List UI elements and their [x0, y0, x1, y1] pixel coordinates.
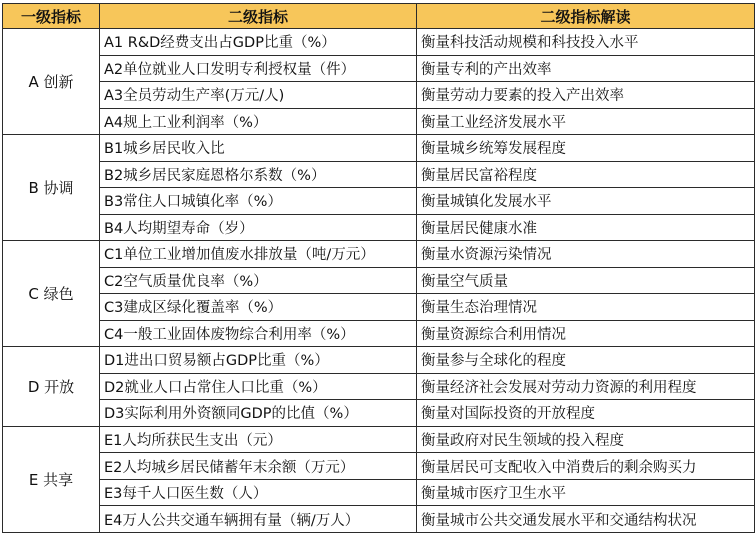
table-row [3, 320, 755, 347]
secondary-indicator-cell: D1进出口贸易额占GDP比重（%） [100, 347, 417, 374]
secondary-indicator-cell: A2单位就业人口发明专利授权量（件） [100, 55, 417, 82]
table-row [3, 29, 755, 56]
table-row [3, 82, 755, 109]
interpretation-cell: 衡量政府对民生领域的投入程度 [417, 426, 755, 453]
interpretation-cell: 衡量城市医疗卫生水平 [417, 479, 755, 506]
table-row [3, 267, 755, 294]
table-row [3, 294, 755, 321]
table-row [3, 479, 755, 506]
interpretation-cell: 衡量劳动力要素的投入产出效率 [417, 82, 755, 109]
table-row [3, 55, 755, 82]
interpretation-cell: 衡量工业经济发展水平 [417, 108, 755, 135]
secondary-indicator-cell: C1单位工业增加值废水排放量（吨/万元） [100, 241, 417, 268]
primary-indicator-cell: E 共享 [3, 426, 100, 532]
secondary-indicator-cell: C4一般工业固体废物综合利用率（%） [100, 320, 417, 347]
secondary-indicator-cell: A1 R&D经费支出占GDP比重（%） [100, 29, 417, 56]
table-row [3, 214, 755, 241]
interpretation-cell: 衡量居民健康水准 [417, 214, 755, 241]
table-row [3, 347, 755, 374]
secondary-indicator-cell: B4人均期望寿命（岁） [100, 214, 417, 241]
interpretation-cell: 衡量对国际投资的开放程度 [417, 400, 755, 427]
interpretation-cell: 衡量居民富裕程度 [417, 161, 755, 188]
secondary-indicator-cell: B3常住人口城镇化率（%） [100, 188, 417, 215]
primary-indicator-cell: C 绿色 [3, 241, 100, 347]
interpretation-cell: 衡量经济社会发展对劳动力资源的利用程度 [417, 373, 755, 400]
secondary-indicator-cell: A4规上工业利润率（%） [100, 108, 417, 135]
primary-indicator-cell: A 创新 [3, 29, 100, 135]
table-body [3, 29, 755, 533]
secondary-indicator-cell: D3实际利用外资额同GDP的比值（%） [100, 400, 417, 427]
table-row [3, 108, 755, 135]
primary-indicator-cell: D 开放 [3, 347, 100, 427]
secondary-indicator-cell: D2就业人口占常住人口比重（%） [100, 373, 417, 400]
secondary-indicator-cell: E4万人公共交通车辆拥有量（辆/万人） [100, 506, 417, 533]
table-row [3, 400, 755, 427]
interpretation-cell: 衡量参与全球化的程度 [417, 347, 755, 374]
interpretation-cell: 衡量空气质量 [417, 267, 755, 294]
interpretation-cell: 衡量城市公共交通发展水平和交通结构状况 [417, 506, 755, 533]
interpretation-cell: 衡量城乡统筹发展程度 [417, 135, 755, 162]
table-row [3, 426, 755, 453]
secondary-indicator-cell: B1城乡居民收入比 [100, 135, 417, 162]
secondary-indicator-cell: C3建成区绿化覆盖率（%） [100, 294, 417, 321]
indicator-table [2, 3, 755, 533]
header-primary: 一级指标 [3, 4, 100, 29]
interpretation-cell: 衡量居民可支配收入中消费后的剩余购买力 [417, 453, 755, 480]
table-row [3, 135, 755, 162]
table-row [3, 241, 755, 268]
secondary-indicator-cell: E3每千人口医生数（人） [100, 479, 417, 506]
table-row [3, 161, 755, 188]
secondary-indicator-cell: B2城乡居民家庭恩格尔系数（%） [100, 161, 417, 188]
interpretation-cell: 衡量科技活动规模和科技投入水平 [417, 29, 755, 56]
secondary-indicator-cell: E1人均所获民生支出（元） [100, 426, 417, 453]
interpretation-cell: 衡量水资源污染情况 [417, 241, 755, 268]
interpretation-cell: 衡量生态治理情况 [417, 294, 755, 321]
table-row [3, 373, 755, 400]
secondary-indicator-cell: C2空气质量优良率（%） [100, 267, 417, 294]
table-row [3, 506, 755, 533]
table-row [3, 188, 755, 215]
secondary-indicator-cell: E2人均城乡居民储蓄年末余额（万元） [100, 453, 417, 480]
header-interpretation: 二级指标解读 [417, 4, 755, 29]
header-secondary: 二级指标 [100, 4, 417, 29]
interpretation-cell: 衡量资源综合利用情况 [417, 320, 755, 347]
interpretation-cell: 衡量城镇化发展水平 [417, 188, 755, 215]
primary-indicator-cell: B 协调 [3, 135, 100, 241]
interpretation-cell: 衡量专利的产出效率 [417, 55, 755, 82]
table-header-row [3, 4, 755, 29]
table-row [3, 453, 755, 480]
secondary-indicator-cell: A3全员劳动生产率(万元/人) [100, 82, 417, 109]
